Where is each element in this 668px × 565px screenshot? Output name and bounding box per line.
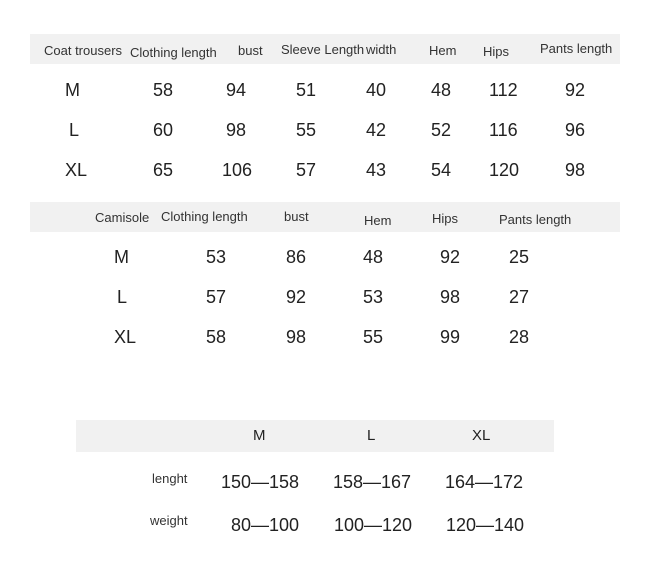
table1-cell: M bbox=[65, 80, 80, 100]
table3-header-m: M bbox=[253, 427, 266, 444]
table1-cell: 92 bbox=[565, 80, 586, 100]
table2-cell: 27 bbox=[509, 287, 530, 307]
table2-cell: 58 bbox=[206, 327, 227, 347]
table2-cell: 53 bbox=[206, 247, 227, 267]
table2-cell: 57 bbox=[206, 287, 227, 307]
table2-cell: 28 bbox=[509, 327, 530, 347]
table3-header-l: L bbox=[367, 427, 376, 444]
table2-cell: 48 bbox=[363, 247, 384, 267]
table2-header-hips: Hips bbox=[432, 211, 459, 226]
table1-cell: 116 bbox=[489, 120, 518, 140]
table1-cell: 43 bbox=[366, 160, 387, 180]
table1-header-pants-length: Pants length bbox=[540, 41, 613, 56]
table1-cell: 54 bbox=[431, 160, 452, 180]
table1-cell: 55 bbox=[296, 120, 317, 140]
table1-cell: 94 bbox=[226, 80, 247, 100]
table1-header-clothing-length: Clothing length bbox=[130, 45, 217, 60]
table1-cell: 98 bbox=[226, 120, 247, 140]
table3-cell: 158—167 bbox=[333, 472, 412, 492]
table1-header-coat-trousers: Coat trousers bbox=[44, 43, 123, 58]
table2-cell: 25 bbox=[509, 247, 530, 267]
table2-header-bust: bust bbox=[284, 209, 309, 224]
table2-cell: L bbox=[117, 287, 128, 307]
table3-cell: 120—140 bbox=[446, 515, 525, 535]
table1-header-sleeve-length: Sleeve Length bbox=[281, 42, 365, 57]
table1-cell: 98 bbox=[565, 160, 586, 180]
table2-cell: XL bbox=[114, 327, 137, 347]
table2-header-camisole: Camisole bbox=[95, 210, 150, 225]
table1-header-hips: Hips bbox=[483, 44, 510, 59]
table1-cell: 58 bbox=[153, 80, 174, 100]
table1-cell: 40 bbox=[366, 80, 387, 100]
table2-header-clothing-length: Clothing length bbox=[161, 209, 248, 224]
table1-header-hem: Hem bbox=[429, 43, 457, 58]
table3-cell: 100—120 bbox=[334, 515, 413, 535]
table2-header-hem: Hem bbox=[364, 213, 392, 228]
table3-row-label-length: lenght bbox=[152, 471, 188, 486]
table1-cell: 42 bbox=[366, 120, 387, 140]
table1-cell: L bbox=[69, 120, 80, 140]
table2-cell: 92 bbox=[440, 247, 461, 267]
table1-cell: 48 bbox=[431, 80, 452, 100]
table2-cell: 99 bbox=[440, 327, 461, 347]
table3-cell: 80—100 bbox=[231, 515, 300, 535]
table2-cell: 86 bbox=[286, 247, 307, 267]
table1-cell: 120 bbox=[489, 160, 520, 180]
table1-cell: XL bbox=[65, 160, 88, 180]
table1-cell: 52 bbox=[431, 120, 452, 140]
table1-cell: 51 bbox=[296, 80, 317, 100]
table1-header-bust: bust bbox=[238, 43, 263, 58]
table1-cell: 96 bbox=[565, 120, 586, 140]
table2-cell: 55 bbox=[363, 327, 384, 347]
table1-cell: 60 bbox=[153, 120, 174, 140]
table2-header-pants-length: Pants length bbox=[499, 212, 572, 227]
table2-cell: 92 bbox=[286, 287, 307, 307]
table2-cell: 98 bbox=[440, 287, 461, 307]
table1-cell: 65 bbox=[153, 160, 174, 180]
table2-cell: 98 bbox=[286, 327, 307, 347]
table3-cell: 150—158 bbox=[221, 472, 300, 492]
table1-cell: 106 bbox=[222, 160, 253, 180]
table1-cell: 112 bbox=[489, 80, 518, 100]
table2-cell: M bbox=[114, 247, 129, 267]
table2-cell: 53 bbox=[363, 287, 384, 307]
table3-row-label-weight: weight bbox=[150, 513, 188, 528]
table3-cell: 164—172 bbox=[445, 472, 524, 492]
table1-header-width: width bbox=[366, 42, 397, 57]
table1-cell: 57 bbox=[296, 160, 317, 180]
table3-header-xl: XL bbox=[472, 427, 491, 444]
